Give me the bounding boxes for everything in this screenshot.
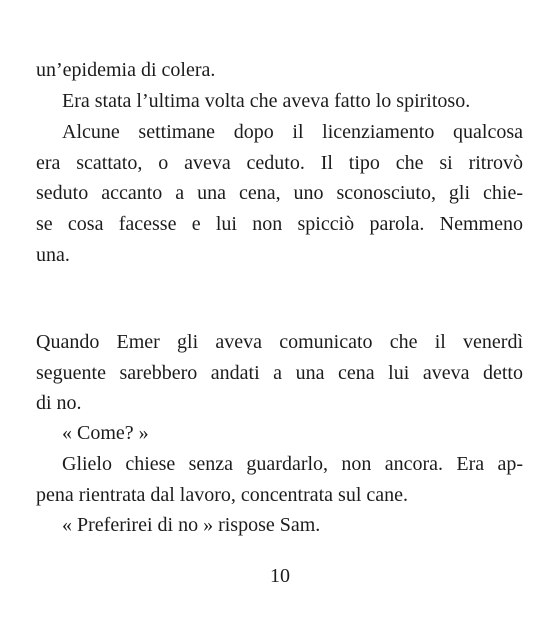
- text-line: una.: [36, 244, 70, 266]
- text-line: pena rientrata dal lavoro, concentrata sul cane.: [36, 484, 409, 506]
- text-line: Era stata l’ultima volta che aveva fatto lo spiritoso.: [62, 90, 471, 112]
- text-line: Quando Emer gli aveva comunicato che il venerdì: [36, 331, 523, 353]
- text-line: seguente sarebbero andati a una cena lui aveva detto: [36, 362, 523, 384]
- text-line: Glielo chiese senza guardarlo, non ancora. Era ap-: [62, 453, 523, 475]
- text-line: di no.: [36, 392, 82, 414]
- text-line: era scattato, o aveva ceduto. Il tipo che si ritrovò: [36, 152, 523, 174]
- text-line: se cosa facesse e lui non spicciò parola. Nemmeno: [36, 213, 523, 235]
- text-line: « Preferirei di no » rispose Sam.: [62, 514, 321, 536]
- text-line: Alcune settimane dopo il licenziamento qualcosa: [62, 121, 523, 143]
- page-number: 10: [270, 565, 290, 587]
- text-line: seduto accanto a una cena, uno sconosciuto, gli chie-: [36, 182, 523, 204]
- text-line: un’epidemia di colera.: [36, 59, 216, 81]
- text-line: « Come? »: [62, 422, 149, 444]
